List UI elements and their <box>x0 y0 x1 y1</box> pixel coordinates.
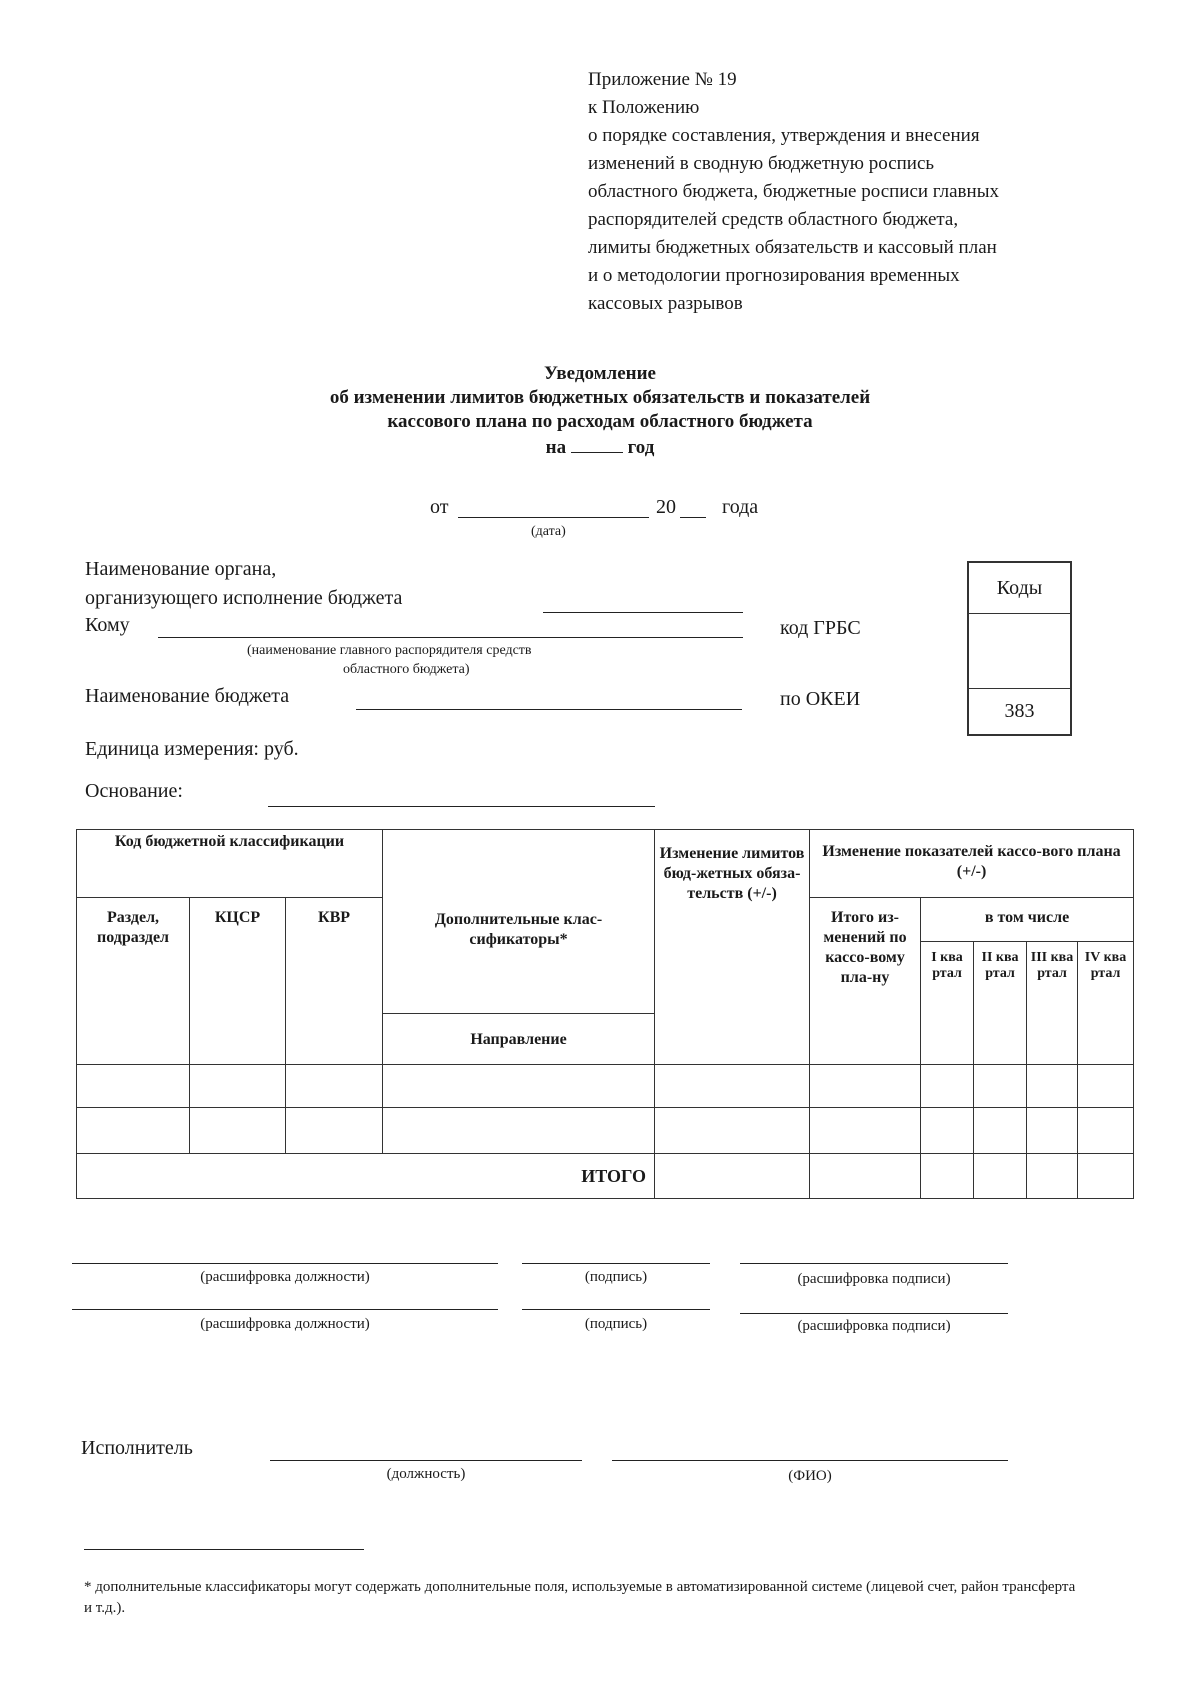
table-cell[interactable] <box>974 1108 1027 1154</box>
razdel-header: Раздел, подраздел <box>77 898 190 1065</box>
po-okei-label: по ОКЕИ <box>780 688 861 710</box>
appendix-line: изменений в сводную бюджетную роспись <box>588 153 935 174</box>
appendix-line: и о методологии прогнозирования временных <box>588 265 960 286</box>
komu-label: Кому <box>85 614 130 636</box>
title-year-line <box>200 434 1000 460</box>
date-goda: года <box>722 496 759 518</box>
dop-header-cell <box>383 830 655 1065</box>
komu-caption-1: (наименование главного распорядителя средств <box>247 643 532 658</box>
organ-label-1: Наименование органа, <box>85 558 277 580</box>
table-cell[interactable] <box>810 1108 921 1154</box>
executor-fio-caption: (ФИО) <box>788 1468 832 1484</box>
unit-label: Единица измерения: руб. <box>85 738 299 760</box>
budget-label: Наименование бюджета <box>85 685 290 707</box>
title-line-3: кассового плана по расходам областного бюджета <box>387 411 813 432</box>
codes-grbs-cell[interactable] <box>969 614 1070 689</box>
title-god: год <box>627 437 655 458</box>
komu-caption-2: областного бюджета) <box>343 662 470 677</box>
kcsr-header: КЦСР <box>190 898 286 1065</box>
appendix-line: распорядителей средств областного бюджета, <box>588 209 959 230</box>
appendix-line: о порядке составления, утверждения и внесения <box>588 125 980 146</box>
table-cell[interactable] <box>383 1065 655 1108</box>
position-caption-1: (расшифровка должности) <box>200 1269 370 1285</box>
date-year-prefix: 20 <box>656 496 676 518</box>
table-cell[interactable] <box>1078 1154 1134 1199</box>
table-row <box>77 1065 1134 1108</box>
organ-field[interactable] <box>543 612 743 613</box>
v-tom-chisle-header: в том числе <box>921 898 1134 942</box>
footnote-separator <box>84 1549 364 1550</box>
year-blank[interactable] <box>571 434 623 453</box>
table-cell[interactable] <box>921 1065 974 1108</box>
table-cell[interactable] <box>77 1108 190 1154</box>
table-cell[interactable] <box>921 1154 974 1199</box>
position-line-2[interactable] <box>72 1309 498 1310</box>
table-cell[interactable] <box>974 1065 1027 1108</box>
table-cell[interactable] <box>655 1108 810 1154</box>
quarter-1-header: I ква ртал <box>921 942 974 1065</box>
kassa-header: Изменение показателей кассо-вого плана (+/-) <box>810 830 1134 898</box>
notification-table <box>76 829 1134 1199</box>
napr-header: Направление <box>470 1031 567 1048</box>
appendix-line: кассовых разрывов <box>588 293 743 314</box>
basis-label: Основание: <box>85 780 183 802</box>
codes-header: Коды <box>969 563 1070 614</box>
executor-position-line[interactable] <box>270 1460 582 1461</box>
table-cell[interactable] <box>286 1108 383 1154</box>
itogo-izm-header: Итого из-менений по кассо-вому пла-ну <box>810 898 921 1065</box>
table-cell[interactable] <box>810 1154 921 1199</box>
executor-position-caption: (должность) <box>386 1466 466 1482</box>
total-row <box>77 1154 1134 1199</box>
itogo-label: ИТОГО <box>77 1154 655 1199</box>
appendix-line: к Положению <box>588 97 700 118</box>
table-row <box>77 1108 1134 1154</box>
position-caption-2: (расшифровка должности) <box>200 1316 370 1332</box>
date-year-field[interactable] <box>680 517 706 518</box>
decode-caption-2: (расшифровка подписи) <box>797 1318 951 1334</box>
table-cell[interactable] <box>974 1154 1027 1199</box>
document-title <box>200 362 1000 460</box>
date-ot: от <box>430 496 449 518</box>
title-na: на <box>545 437 567 458</box>
date-field[interactable] <box>458 517 649 518</box>
appendix-line: Приложение № 19 <box>588 69 737 90</box>
budget-field[interactable] <box>356 709 742 710</box>
basis-field[interactable] <box>268 806 655 807</box>
quarter-4-header: IV ква ртал <box>1078 942 1134 1065</box>
dop-header: Дополнительные клас-сификаторы* <box>383 830 654 1014</box>
signature-line-2[interactable] <box>522 1309 710 1310</box>
table-cell[interactable] <box>1078 1065 1134 1108</box>
table-cell[interactable] <box>810 1065 921 1108</box>
table-cell[interactable] <box>1027 1065 1078 1108</box>
kod-grbs-label: код ГРБС <box>780 617 861 639</box>
table-cell[interactable] <box>655 1065 810 1108</box>
table-cell[interactable] <box>1027 1108 1078 1154</box>
organ-label-2: организующего исполнение бюджета <box>85 587 403 609</box>
title-line-2: об изменении лимитов бюджетных обязательств и показателей <box>329 387 871 408</box>
table-cell[interactable] <box>190 1065 286 1108</box>
komu-field[interactable] <box>158 637 743 638</box>
table-cell[interactable] <box>286 1065 383 1108</box>
kvr-header: КВР <box>286 898 383 1065</box>
decode-line-2[interactable] <box>740 1313 1008 1314</box>
decode-caption-1: (расшифровка подписи) <box>797 1271 951 1287</box>
table-cell[interactable] <box>921 1108 974 1154</box>
codes-box <box>967 561 1072 736</box>
sign-caption-1: (подпись) <box>584 1269 648 1285</box>
decode-line-1[interactable] <box>740 1263 1008 1264</box>
table-cell[interactable] <box>190 1108 286 1154</box>
table-cell[interactable] <box>77 1065 190 1108</box>
kbk-header: Код бюджетной классификации <box>77 830 383 898</box>
position-line-1[interactable] <box>72 1263 498 1264</box>
appendix-header <box>588 66 999 318</box>
quarter-3-header: III ква ртал <box>1027 942 1078 1065</box>
codes-okei-cell: 383 <box>1004 700 1035 722</box>
date-caption: (дата) <box>531 524 566 539</box>
table-cell[interactable] <box>1027 1154 1078 1199</box>
quarter-2-header: II ква ртал <box>974 942 1027 1065</box>
footnote: * дополнительные классификаторы могут содержать дополнительные поля, используемые в автоматизированной системе (лицевой счет, район трансферта и т.д.). <box>84 1579 1076 1616</box>
table-cell[interactable] <box>1078 1108 1134 1154</box>
title-line-1: Уведомление <box>544 363 656 384</box>
executor-label: Исполнитель <box>81 1437 193 1459</box>
appendix-line: лимиты бюджетных обязательств и кассовый план <box>588 237 997 258</box>
sign-caption-2: (подпись) <box>584 1316 648 1332</box>
limits-header: Изменение лимитов бюд-жетных обяза-тельств (+/-) <box>655 830 810 1065</box>
appendix-line: областного бюджета, бюджетные росписи главных <box>588 181 999 202</box>
signature-line-1[interactable] <box>522 1263 710 1264</box>
table-cell[interactable] <box>383 1108 655 1154</box>
table-cell[interactable] <box>655 1154 810 1199</box>
executor-fio-line[interactable] <box>612 1460 1008 1461</box>
